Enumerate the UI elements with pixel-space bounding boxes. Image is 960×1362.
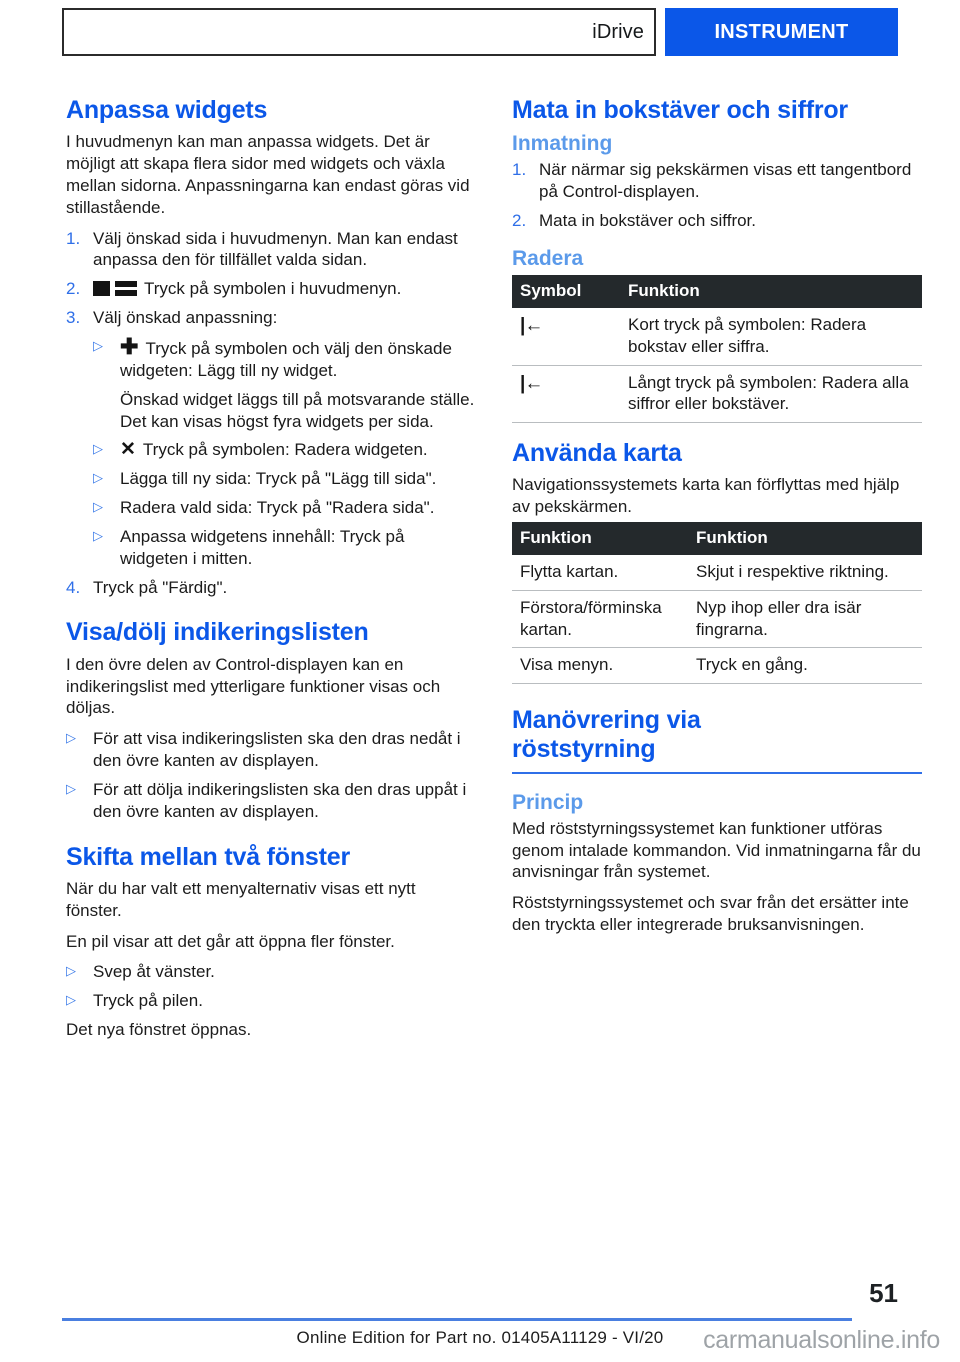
column-header-funktion-2: Funktion (688, 522, 922, 555)
table-cell: Kort tryck på symbolen: Radera bokstav eller siffra. (620, 308, 922, 365)
column-header-symbol: Symbol (512, 275, 620, 308)
paragraph: Navigationssystemets karta kan förflyttas med hjälp av pekskärmen. (512, 475, 900, 517)
chapter-heading-line-2: röststyrning (512, 735, 656, 764)
list-item (93, 439, 476, 461)
page-number: 51 (869, 1278, 898, 1308)
section-heading-mata-in: Mata in bokstäver och siffror (512, 96, 848, 124)
table-cell: Skjut i respektive riktning. (688, 555, 922, 590)
list-text: Tryck på symbolen i huvudmenyn. (144, 279, 402, 299)
table-cell: Nyp ihop eller dra isär fingrarna. (688, 590, 922, 648)
list-text: Tryck på pilen. (93, 991, 203, 1011)
triangle-bullet-icon: ▷ (93, 338, 103, 353)
paragraph: Med röststyrningssystemet kan funktioner utföras genom intalade kommandon. Vid inmatningarna får du anvisningar från systemet. (512, 818, 921, 882)
paragraph: En pil visar att det går att öppna fler fönster. (66, 931, 395, 951)
table-cell: Tryck en gång. (688, 648, 922, 684)
list-number: 1. (512, 160, 527, 180)
list-item (93, 468, 476, 490)
list-number: 3. (66, 308, 81, 328)
widgets-layout-icon (93, 281, 137, 296)
chapter-heading-manovrering (512, 706, 922, 774)
triangle-bullet-icon: ▷ (66, 963, 76, 979)
list-number: 4. (66, 577, 81, 597)
table-cell: Förstora/förminska kartan. (512, 590, 688, 648)
table-row (512, 648, 922, 684)
list-item (93, 336, 476, 382)
list-number: 2. (66, 279, 81, 299)
triangle-bullet-icon: ▷ (66, 992, 76, 1008)
list-item (66, 307, 476, 329)
intro-paragraph: I huvudmenyn kan man anpassa widgets. Det är möjligt att skapa flera sidor med widgets och växla mellan sidorna. Anpassningarna kan endast göras vid stillastående. (66, 132, 470, 217)
list-text: Tryck på symbolen och välj den önskade widgeten: Lägg till ny widget. (120, 339, 452, 380)
list-item (512, 210, 922, 232)
note-paragraph: Önskad widget läggs till på motsvarande ställe. Det kan visas högst fyra widgets per sida. (120, 389, 475, 431)
edition-info: Online Edition for Part no. 01405A11129 - VI/20 (296, 1328, 664, 1347)
table-row (512, 308, 922, 365)
list-item (66, 728, 476, 772)
list-text: Välj önskad anpassning: (93, 308, 278, 328)
table-row (512, 555, 922, 590)
list-item (93, 497, 476, 519)
table-cell: Flytta kartan. (512, 555, 688, 590)
section-heading-visa-dolj: Visa/dölj indikeringslisten (66, 618, 369, 647)
list-text: Mata in bokstäver och siffror. (539, 211, 757, 231)
footer-divider (62, 1318, 852, 1321)
list-text: Tryck på symbolen: Radera widgeten. (142, 440, 428, 460)
triangle-bullet-icon: ▷ (93, 527, 103, 543)
paragraph: I den övre delen av Control-displayen kan en indikeringslist med ytterligare funktioner visas och döljas. (66, 654, 441, 718)
left-column (66, 96, 476, 1050)
watermark: carmanualsonline.info (703, 1326, 940, 1354)
list-number: 2. (512, 211, 527, 231)
header-gap (656, 8, 665, 56)
list-text: Lägga till ny sida: Tryck på "Lägg till sida". (120, 469, 437, 489)
backspace-icon: |← (512, 365, 620, 423)
table-cell: Visa menyn. (512, 648, 688, 684)
subsection-heading-princip: Princip (512, 790, 584, 814)
list-text: Radera vald sida: Tryck på "Radera sida". (120, 498, 435, 518)
triangle-bullet-icon: ▷ (93, 470, 103, 486)
list-number: 1. (66, 228, 81, 248)
list-item (93, 526, 476, 570)
triangle-bullet-icon: ▷ (93, 441, 103, 457)
list-item (66, 228, 476, 272)
list-item (66, 278, 476, 300)
list-text: Svep åt vänster. (93, 962, 215, 982)
triangle-bullet-icon: ▷ (66, 730, 76, 746)
header-chapter-label: iDrive (592, 20, 644, 43)
list-text: När närmar sig pekskärmen visas ett tangentbord på Control-displayen. (539, 160, 912, 202)
header-right-box (665, 8, 898, 56)
column-header-funktion-1: Funktion (512, 522, 688, 555)
table-cell: Långt tryck på symbolen: Radera alla siffror eller bokstäver. (620, 365, 922, 423)
map-function-table (512, 522, 922, 684)
table-header-row (512, 275, 922, 308)
triangle-bullet-icon: ▷ (93, 499, 103, 515)
backspace-icon: |← (512, 308, 620, 365)
close-x-icon: ✕ (120, 439, 136, 461)
list-item (66, 961, 476, 983)
page-header (62, 8, 898, 56)
header-section-label: INSTRUMENT (714, 20, 849, 43)
list-item (66, 990, 476, 1012)
table-header-row (512, 522, 922, 555)
list-text: För att visa indikeringslisten ska den dras nedåt i den övre kanten av displayen. (93, 729, 461, 771)
subsection-heading-radera: Radera (512, 246, 584, 270)
table-row (512, 365, 922, 423)
header-left-box (62, 8, 656, 56)
page-footer (0, 1270, 960, 1362)
list-text: Välj önskad sida i huvudmenyn. Man kan endast anpassa den för tillfället valda sidan. (93, 228, 458, 270)
list-text: För att dölja indikeringslisten ska den dras uppåt i den övre kanten av displayen. (93, 779, 467, 821)
page-title: Anpassa widgets (66, 96, 268, 124)
list-item (66, 779, 476, 823)
section-heading-skifta: Skifta mellan två fönster (66, 842, 350, 871)
symbol-function-table (512, 275, 922, 423)
section-heading-anvanda-karta: Använda karta (512, 439, 682, 468)
chapter-heading-line-1: Manövrering via (512, 706, 701, 735)
paragraph: Det nya fönstret öppnas. (66, 1020, 252, 1040)
table-row (512, 590, 922, 648)
column-header-funktion: Funktion (620, 275, 922, 308)
list-item (66, 577, 476, 599)
triangle-bullet-icon: ▷ (66, 780, 76, 796)
list-text: Tryck på "Färdig". (93, 577, 228, 597)
list-item (512, 159, 922, 203)
right-column (512, 96, 922, 945)
paragraph: Röststyrningssystemet och svar från det ersätter inte den tryckta eller integrerade bruksanvisningen. (512, 893, 909, 935)
list-text: Anpassa widgetens innehåll: Tryck på widgeten i mitten. (120, 526, 405, 568)
plus-icon: ✚ (120, 334, 139, 359)
subsection-heading-inmatning: Inmatning (512, 132, 613, 156)
paragraph: När du har valt ett menyalternativ visas ett nytt fönster. (66, 878, 416, 920)
